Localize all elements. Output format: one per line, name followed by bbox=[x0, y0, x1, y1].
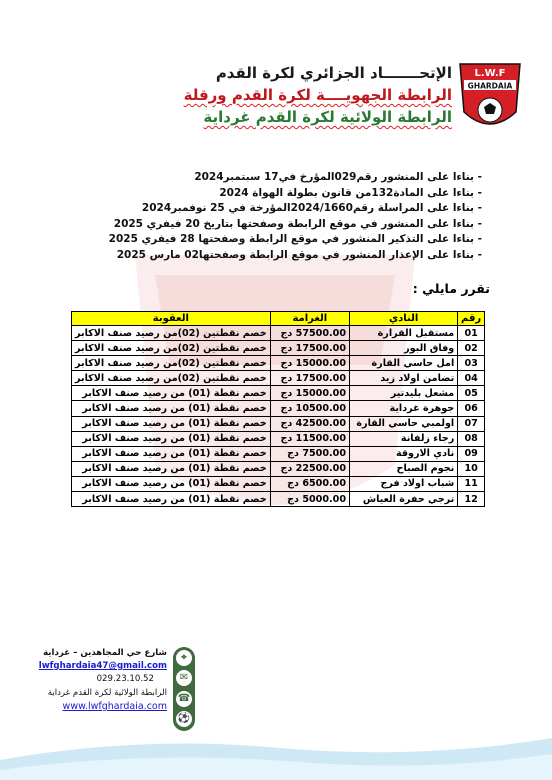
federation-title: الإتحـــــــاد الجزائري لكرة القدم bbox=[215, 64, 452, 82]
cell-penalty: خصم نقطة (01) من رصيد صنف الاكابر bbox=[72, 386, 271, 401]
cell-club: نادي الاروقة bbox=[350, 446, 458, 461]
footer-address: شارع حي المجاهدين – غرداية bbox=[43, 648, 167, 658]
cell-fine: 15000.00 دج bbox=[270, 356, 349, 371]
cell-penalty: خصم نقطتين (02)من رصيد صنف الاكابر bbox=[72, 326, 271, 341]
cell-fine: 11500.00 دج bbox=[270, 431, 349, 446]
location-pin-icon: ⌖ bbox=[176, 650, 192, 666]
cell-penalty: خصم نقطتين (02)من رصيد صنف الاكابر bbox=[72, 356, 271, 371]
cell-fine: 42500.00 دج bbox=[270, 416, 349, 431]
cell-club: نجوم الصباح bbox=[350, 461, 458, 476]
cell-num: 10 bbox=[458, 461, 485, 476]
cell-club: جوهرة غرداية bbox=[350, 401, 458, 416]
table-row bbox=[72, 431, 485, 446]
wilaya-league-title: الرابطة الولائية لكرة القدم غرداية bbox=[203, 108, 452, 126]
cell-club: مشعل بليدتير bbox=[350, 386, 458, 401]
footer-website[interactable]: www.lwfghardaia.com bbox=[62, 701, 167, 712]
league-logo bbox=[458, 62, 522, 136]
reference-item: - بناءا على الإعذار المنشور في موقع الرابطة وصفحتها02 مارس 2025 bbox=[152, 248, 482, 264]
table-row bbox=[72, 416, 485, 431]
cell-num: 07 bbox=[458, 416, 485, 431]
cell-fine: 57500.00 دج bbox=[270, 326, 349, 341]
footer-email[interactable]: lwfghardaia47@gmail.com bbox=[38, 661, 167, 671]
cell-penalty: خصم نقطة (01) من رصيد صنف الاكابر bbox=[72, 401, 271, 416]
cell-num: 04 bbox=[458, 371, 485, 386]
cell-num: 12 bbox=[458, 492, 485, 507]
cell-num: 02 bbox=[458, 341, 485, 356]
footer-phone: 029.23.10.52 bbox=[96, 674, 154, 684]
reference-item: - بناءا على التذكير المنشور في موقع الرابطة وصفحتها 28 فيفري 2025 bbox=[152, 232, 482, 248]
cell-num: 06 bbox=[458, 401, 485, 416]
table-row bbox=[72, 476, 485, 491]
header-penalty: العقوبة bbox=[72, 312, 271, 326]
reference-item: - بناءا على المراسلة رقم2024/1660المؤرخة في 25 نوفمبر2024 bbox=[152, 201, 482, 217]
cell-num: 09 bbox=[458, 446, 485, 461]
cell-club: رجاء زلفانة bbox=[350, 431, 458, 446]
cell-fine: 17500.00 دج bbox=[270, 341, 349, 356]
phone-icon: ☎ bbox=[176, 691, 192, 707]
cell-club: اولمبي حاسي القارة bbox=[350, 416, 458, 431]
decision-label: تقرر مايلي : bbox=[412, 281, 490, 296]
cell-penalty: خصم نقطة (01) من رصيد صنف الاكابر bbox=[72, 476, 271, 491]
cell-club: وفاق البور bbox=[350, 341, 458, 356]
cell-fine: 6500.00 دج bbox=[270, 476, 349, 491]
reference-item: - بناءا على المادة132من قانون بطولة الهواة 2024 bbox=[152, 186, 482, 202]
cell-penalty: خصم نقطتين (02)من رصيد صنف الاكابر bbox=[72, 341, 271, 356]
table-row bbox=[72, 401, 485, 416]
cell-num: 01 bbox=[458, 326, 485, 341]
reference-item: - بناءا على المنشور في موقع الرابطة وصفحتها بتاريخ 20 فيفري 2025 bbox=[152, 217, 482, 233]
contact-icons bbox=[173, 647, 195, 731]
table-header-row bbox=[72, 312, 485, 326]
cell-club: امل حاسي القارة bbox=[350, 356, 458, 371]
football-icon: ⚽ bbox=[176, 711, 192, 727]
bottom-wave-decoration bbox=[0, 730, 552, 780]
cell-club: ترجي حفرة العياش bbox=[350, 492, 458, 507]
cell-club: مستقبل القرارة bbox=[350, 326, 458, 341]
cell-fine: 10500.00 دج bbox=[270, 401, 349, 416]
cell-num: 11 bbox=[458, 476, 485, 491]
regional-league-title: الرابطة الجهويــــة لكرة القدم ورقلة bbox=[183, 86, 452, 104]
header-fine: الغرامة bbox=[270, 312, 349, 326]
table-row bbox=[72, 356, 485, 371]
cell-penalty: خصم نقطة (01) من رصيد صنف الاكابر bbox=[72, 492, 271, 507]
cell-num: 08 bbox=[458, 431, 485, 446]
cell-fine: 15000.00 دج bbox=[270, 386, 349, 401]
cell-penalty: خصم نقطة (01) من رصيد صنف الاكابر bbox=[72, 446, 271, 461]
cell-fine: 7500.00 دج bbox=[270, 446, 349, 461]
header-num: رقم bbox=[458, 312, 485, 326]
footer-league-name: الرابطة الولائية لكرة القدم غرداية bbox=[47, 688, 167, 698]
cell-club: تضامن اولاد زيد bbox=[350, 371, 458, 386]
logo-top-text: L.W.F bbox=[474, 68, 506, 79]
sanctions-table bbox=[71, 311, 485, 507]
mail-icon: ✉ bbox=[176, 670, 192, 686]
references-list bbox=[108, 170, 482, 264]
cell-fine: 5000.00 دج bbox=[270, 492, 349, 507]
cell-num: 03 bbox=[458, 356, 485, 371]
table-row bbox=[72, 386, 485, 401]
reference-item: - بناءا على المنشور رقم029المؤرخ في17 سبتمبر2024 bbox=[152, 170, 482, 186]
cell-penalty: خصم نقطة (01) من رصيد صنف الاكابر bbox=[72, 416, 271, 431]
cell-fine: 22500.00 دج bbox=[270, 461, 349, 476]
cell-penalty: خصم نقطة (01) من رصيد صنف الاكابر bbox=[72, 461, 271, 476]
table-row bbox=[72, 461, 485, 476]
table-row bbox=[72, 326, 485, 341]
logo-bottom-text: GHARDAIA bbox=[467, 81, 513, 91]
table-row bbox=[72, 446, 485, 461]
header-club: النادي bbox=[350, 312, 458, 326]
cell-club: شباب اولاد فرج bbox=[350, 476, 458, 491]
table-row bbox=[72, 371, 485, 386]
cell-penalty: خصم نقطة (01) من رصيد صنف الاكابر bbox=[72, 431, 271, 446]
cell-fine: 17500.00 دج bbox=[270, 371, 349, 386]
table-row bbox=[72, 341, 485, 356]
table-row bbox=[72, 492, 485, 507]
cell-penalty: خصم نقطتين (02)من رصيد صنف الاكابر bbox=[72, 371, 271, 386]
cell-num: 05 bbox=[458, 386, 485, 401]
